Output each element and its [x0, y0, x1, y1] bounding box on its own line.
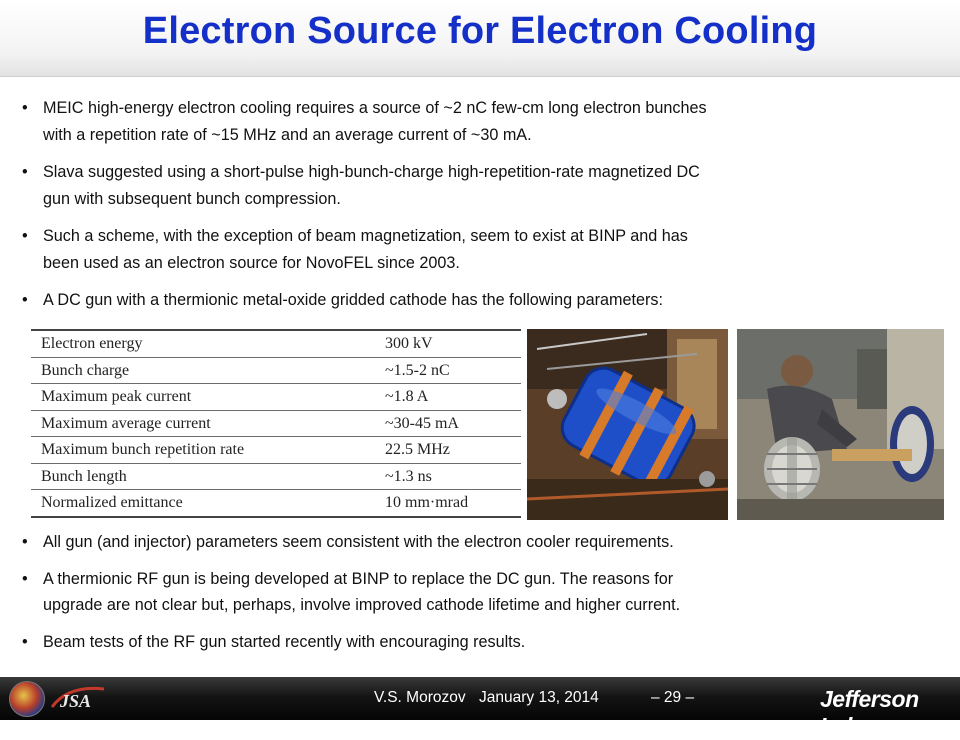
bullet-item: [22, 529, 922, 556]
rf-gun-photo: [737, 329, 944, 520]
bullet-text-line: gun with subsequent bunch compression.: [43, 189, 341, 208]
bullet-item: [22, 159, 922, 212]
bullet-item: [22, 629, 922, 656]
bottom-bullet-list: [22, 529, 922, 665]
bullet-item: [22, 287, 922, 314]
parameter-table: [31, 329, 521, 518]
table-row: [31, 357, 521, 384]
bullet-marker: •: [22, 533, 28, 551]
param-name: Normalized emittance: [31, 490, 361, 517]
param-value: 300 kV: [361, 330, 521, 357]
title-bar: [0, 0, 960, 77]
table-row: [31, 410, 521, 437]
footer-bar: [0, 677, 960, 720]
bullet-text-line: upgrade are not clear but, perhaps, involve improved cathode lifetime and higher current.: [43, 596, 681, 614]
footer-date: January 13, 2014: [479, 689, 599, 706]
bullet-item: [22, 566, 922, 619]
bullet-text-line: with a repetition rate of ~15 MHz and an average current of ~30 mA.: [43, 125, 532, 144]
bullet-text-line: All gun (and injector) parameters seem consistent with the electron cooler requirements.: [43, 533, 674, 551]
jsa-logo-icon: [48, 683, 110, 713]
param-value: ~1.5-2 nC: [361, 357, 521, 384]
bullet-text-line: Beam tests of the RF gun started recently with encouraging results.: [43, 632, 526, 651]
table-row: [31, 437, 521, 464]
param-value: 10 mm·mrad: [361, 490, 521, 517]
bullet-text-line: A DC gun with a thermionic metal-oxide gridded cathode has the following parameters:: [43, 291, 663, 309]
bullet-text-line: been used as an electron source for NovoFEL since 2003.: [43, 253, 460, 272]
bullet-marker: •: [22, 163, 28, 181]
bullet-text-line: A thermionic RF gun is being developed at BINP to replace the DC gun. The reasons for: [43, 569, 674, 588]
doe-seal-logo-icon: [9, 681, 45, 717]
bullet-marker: •: [22, 99, 28, 117]
bullet-text-line: MEIC high-energy electron cooling requires a source of ~2 nC few-cm long electron bunches: [43, 99, 707, 117]
bullet-marker: •: [22, 632, 28, 651]
param-name: Bunch charge: [31, 357, 361, 384]
table-row: [31, 490, 521, 517]
top-bullet-list: [22, 95, 922, 325]
bullet-item: [22, 223, 922, 276]
footer-author: V.S. Morozov: [374, 689, 466, 706]
param-value: 22.5 MHz: [361, 437, 521, 464]
param-name: Maximum peak current: [31, 384, 361, 411]
param-name: Maximum average current: [31, 410, 361, 437]
jsa-logo-text: JSA: [60, 691, 92, 711]
table-row: [31, 463, 521, 490]
param-name: Maximum bunch repetition rate: [31, 437, 361, 464]
footer-page-number: – 29 –: [651, 689, 695, 706]
table-row: [31, 384, 521, 411]
bullet-marker: •: [22, 227, 28, 245]
param-value: ~30-45 mA: [361, 410, 521, 437]
param-name: Electron energy: [31, 330, 361, 357]
bullet-text-line: Such a scheme, with the exception of beam magnetization, seem to exist at BINP and has: [43, 227, 688, 245]
jefferson-lab-logo: Jefferson Lab: [820, 686, 919, 739]
param-name: Bunch length: [31, 463, 361, 490]
bullet-item: [22, 95, 922, 148]
param-value: ~1.3 ns: [361, 463, 521, 490]
table-row: [31, 330, 521, 357]
param-value: ~1.8 A: [361, 384, 521, 411]
bullet-marker: •: [22, 291, 28, 309]
slide-title: Electron Source for Electron Cooling: [142, 10, 818, 52]
dc-gun-photo: [527, 329, 728, 520]
bullet-text-line: Slava suggested using a short-pulse high-bunch-charge high-repetition-rate magnetized DC: [43, 163, 700, 181]
bullet-marker: •: [22, 569, 28, 588]
